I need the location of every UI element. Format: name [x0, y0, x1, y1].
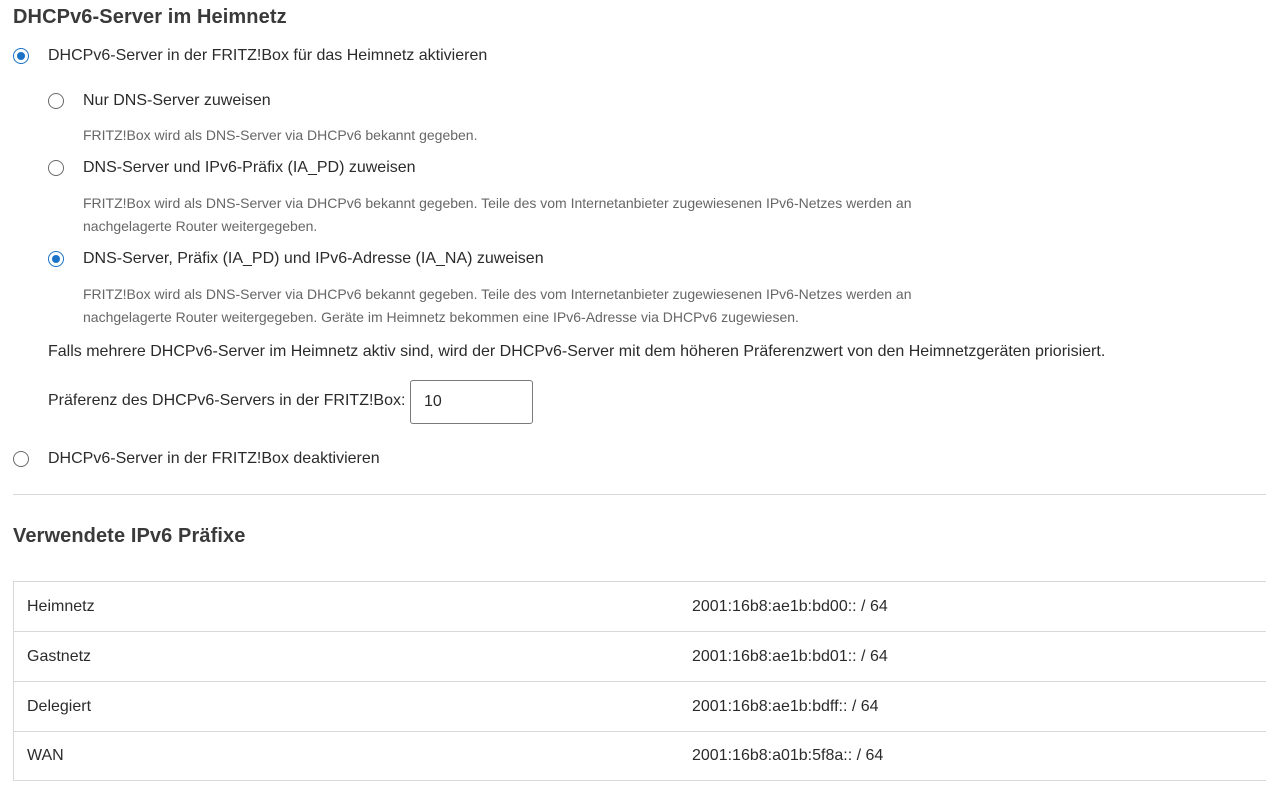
hint-dns-prefix	[83, 192, 943, 238]
radio-dns-prefix-address-indicator[interactable]	[48, 251, 64, 267]
hint-dns-prefix-address-line2: nachgelagerte Router weitergegeben. Geräte im Heimnetz bekommen eine IPv6-Adresse via DHCPv6 zugewiesen.	[83, 309, 799, 325]
hint-dns-only	[83, 124, 943, 147]
radio-dns-only-indicator[interactable]	[48, 93, 64, 109]
hint-dns-only-text: FRITZ!Box wird als DNS-Server via DHCPv6 bekannt gegeben.	[83, 127, 478, 143]
prefix-value: 2001:16b8:ae1b:bd01:: / 64	[692, 647, 888, 665]
prefix-table	[13, 581, 1266, 781]
prefix-name: Delegiert	[27, 697, 92, 715]
radio-enable-dhcpv6[interactable]	[13, 47, 487, 65]
hint-dns-prefix-line2: nachgelagerte Router weitergegeben.	[83, 218, 318, 234]
prefix-name: WAN	[27, 747, 64, 764]
radio-dns-prefix[interactable]	[48, 159, 416, 177]
radio-enable-dhcpv6-label: DHCPv6-Server in der FRITZ!Box für das Heimnetz aktivieren	[48, 47, 488, 64]
table-row	[14, 732, 1266, 780]
table-row	[14, 632, 1266, 682]
radio-dns-only[interactable]	[48, 92, 271, 110]
preference-input[interactable]	[410, 380, 533, 424]
prefix-section-title: Verwendete IPv6 Präfixe	[13, 525, 246, 547]
radio-disable-dhcpv6[interactable]	[13, 450, 380, 468]
radio-dns-prefix-address-label: DNS-Server, Präfix (IA_PD) und IPv6-Adresse (IA_NA) zuweisen	[83, 250, 544, 267]
prefix-name: Gastnetz	[27, 647, 92, 665]
priority-info-text: Falls mehrere DHCPv6-Server im Heimnetz aktiv sind, wird der DHCPv6-Server mit dem höheren Präferenzwert von den Heimnetzgeräten priorisiert.	[48, 343, 1106, 360]
table-row	[14, 582, 1266, 632]
table-row	[14, 682, 1266, 732]
radio-dns-prefix-indicator[interactable]	[48, 160, 64, 176]
prefix-value: 2001:16b8:ae1b:bdff:: / 64	[692, 697, 879, 715]
radio-dns-prefix-address[interactable]	[48, 250, 544, 268]
radio-disable-dhcpv6-indicator[interactable]	[13, 451, 29, 467]
hint-dns-prefix-address	[83, 283, 943, 329]
radio-dns-prefix-label: DNS-Server und IPv6-Präfix (IA_PD) zuweisen	[83, 159, 416, 176]
radio-enable-dhcpv6-indicator[interactable]	[13, 48, 29, 64]
section-divider	[13, 494, 1266, 495]
prefix-value: 2001:16b8:a01b:5f8a:: / 64	[692, 747, 884, 764]
radio-dns-only-label: Nur DNS-Server zuweisen	[83, 92, 271, 109]
hint-dns-prefix-address-line1: FRITZ!Box wird als DNS-Server via DHCPv6 bekannt gegeben. Teile des vom Internetanbieter zugewiesenen IPv6-Netzes werden an	[83, 286, 912, 302]
prefix-name: Heimnetz	[27, 597, 95, 615]
hint-dns-prefix-line1: FRITZ!Box wird als DNS-Server via DHCPv6 bekannt gegeben. Teile des vom Internetanbieter zugewiesenen IPv6-Netzes werden an	[83, 195, 912, 211]
prefix-value: 2001:16b8:ae1b:bd00:: / 64	[692, 597, 888, 615]
dhcpv6-section-title: DHCPv6-Server im Heimnetz	[13, 6, 287, 28]
preference-label: Präferenz des DHCPv6-Servers in der FRITZ!Box:	[48, 392, 406, 409]
radio-disable-dhcpv6-label: DHCPv6-Server in der FRITZ!Box deaktivieren	[48, 450, 380, 467]
